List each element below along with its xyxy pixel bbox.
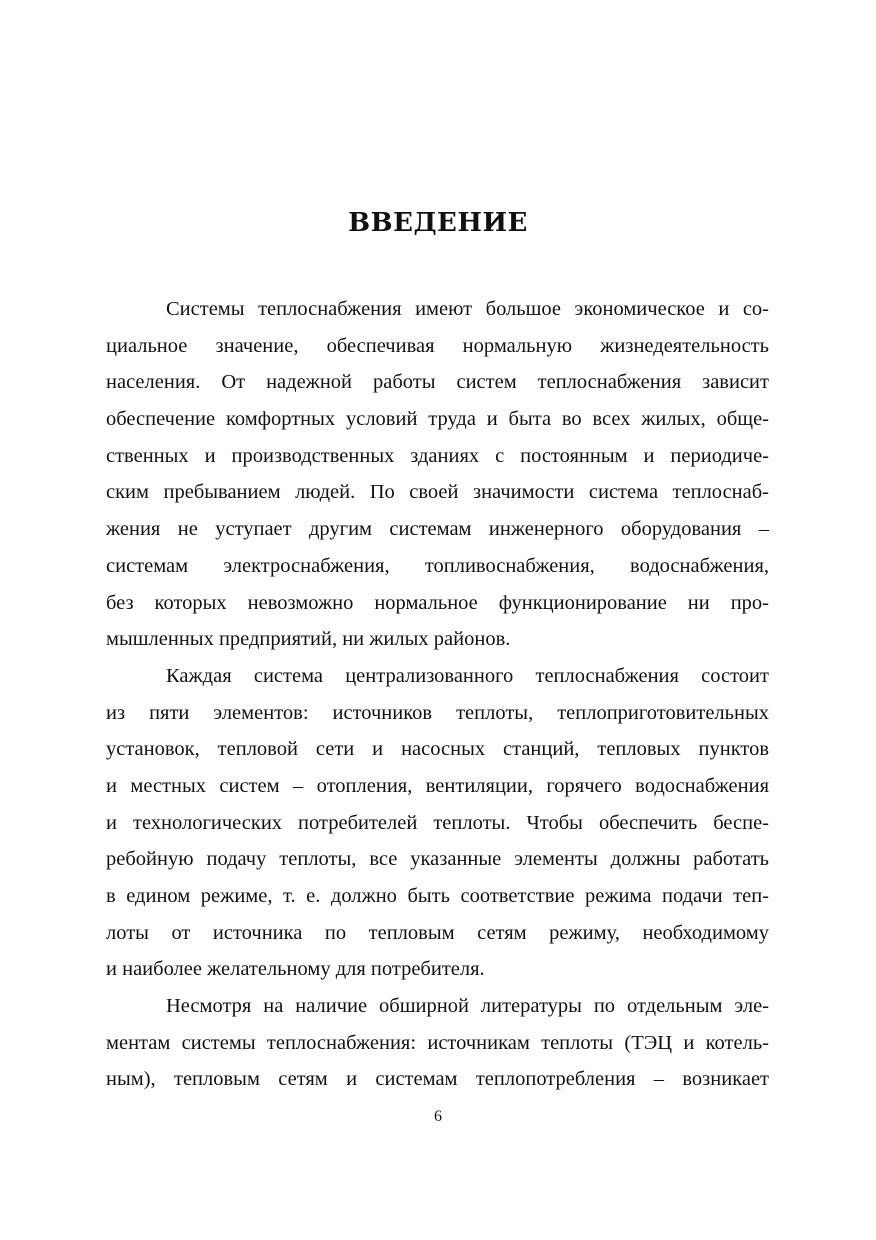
paragraph-2-line-5: и технологических потребителей теплоты. Чтобы обеспечить беспе- (106, 811, 769, 834)
paragraph-1-line-2: циальное значение, обеспечивая нормальную жизнедеятельность (106, 334, 769, 357)
paragraph-3-line-3: ным), тепловым сетям и системам теплопотребления – возникает (106, 1068, 769, 1091)
page-number: 6 (434, 1108, 442, 1125)
paragraph-1-line-5: ственных и производственных зданиях с постоянным и периодиче- (106, 444, 769, 467)
paragraph-2-line-9: и наиболее желательному для потребителя. (106, 958, 485, 981)
paragraph-1-line-8: системам электроснабжения, топливоснабжения, водоснабжения, (106, 554, 769, 577)
paragraph-1-line-10: мышленных предприятий, ни жилых районов. (106, 628, 511, 651)
paragraph-2-line-3: установок, тепловой сети и насосных станций, тепловых пунктов (106, 738, 769, 761)
paragraph-1-line-7: жения не уступает другим системам инженерного оборудования – (106, 518, 769, 541)
paragraph-1-line-6: ским пребыванием людей. По своей значимости система теплоснаб- (106, 481, 769, 504)
paragraph-1-line-4: обеспечение комфортных условий труда и быта во всех жилых, обще- (106, 408, 769, 431)
chapter-title: ВВЕДЕНИЕ (348, 208, 528, 238)
paragraph-2-line-4: и местных систем – отопления, вентиляции, горячего водоснабжения (106, 774, 769, 797)
paragraph-3-line-1: Несмотря на наличие обширной литературы по отдельным эле- (166, 995, 769, 1018)
paragraph-2-line-2: из пяти элементов: источников теплоты, теплоприготовительных (106, 701, 769, 724)
paragraph-2-line-7: в едином режиме, т. е. должно быть соответствие режима подачи теп- (106, 885, 769, 907)
paragraph-2-line-1: Каждая система централизованного теплоснабжения состоит (166, 664, 769, 687)
paragraph-2-line-8: лоты от источника по тепловым сетям режиму, необходимому (106, 921, 769, 944)
paragraph-3-line-2: ментам системы теплоснабжения: источникам теплоты (ТЭЦ и котель- (106, 1031, 769, 1054)
paragraph-1-line-1: Системы теплоснабжения имеют большое экономическое и со- (166, 298, 769, 320)
paragraph-1-line-9: без которых невозможно нормальное функционирование ни про- (106, 591, 769, 614)
paragraph-2-line-6: ребойную подачу теплоты, все указанные элементы должны работать (106, 848, 769, 871)
paragraph-1-line-3: населения. От надежной работы систем теплоснабжения зависит (106, 371, 769, 394)
body-text (106, 291, 769, 1098)
